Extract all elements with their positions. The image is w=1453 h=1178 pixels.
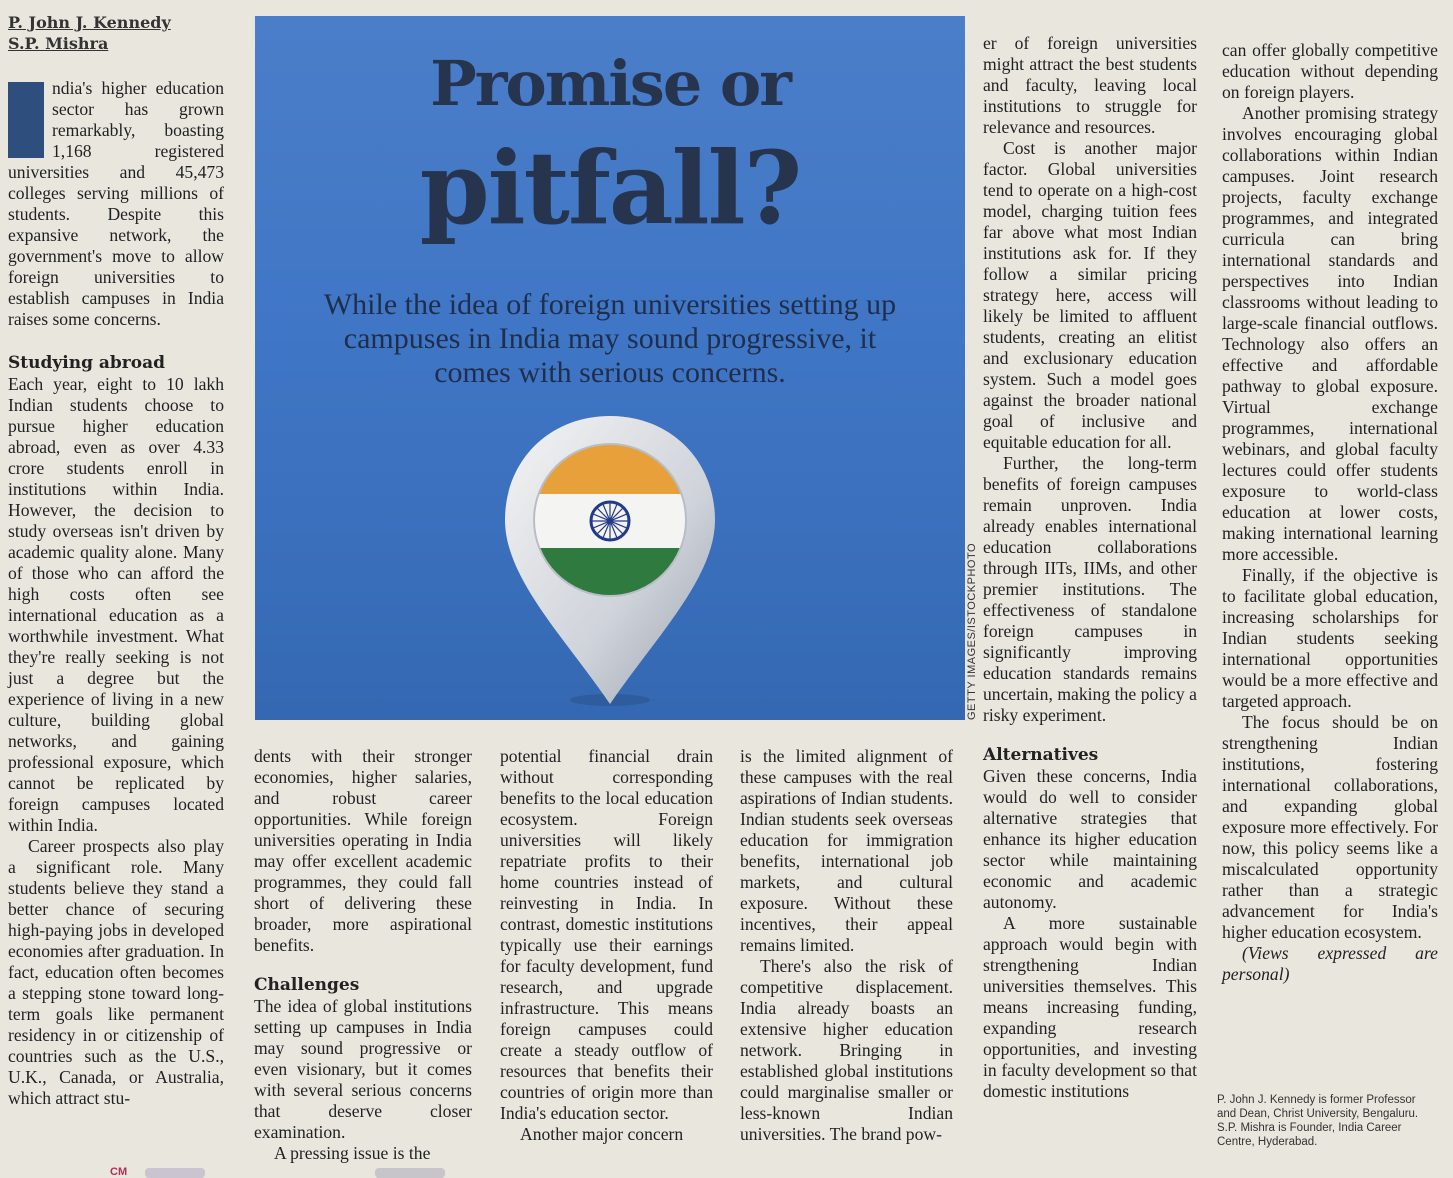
article-column-4 xyxy=(740,746,953,1145)
hero-illustration xyxy=(255,16,965,720)
color-registration-strip xyxy=(145,1168,205,1178)
col2-paragraph-2: The idea of global institutions setting up campuses in India may sound progressive or even visionary, but it comes with several serious concerns that deserve closer examination. xyxy=(254,996,472,1142)
col5-paragraph-1: er of foreign universities might attract the best students and faculty, leaving local institutions to struggle for relevance and resources. xyxy=(983,33,1197,137)
col5-paragraph-5: A more sustainable approach would begin with strengthening Indian universities themselves. This means increasing funding, expanding research opportunities, and investing in faculty development so that domestic institutions xyxy=(983,913,1197,1101)
standfirst: While the idea of foreign universities setting up campuses in India may sound progressive, it comes with serious concerns. xyxy=(323,288,897,389)
col2-paragraph-1: dents with their stronger economies, higher salaries, and robust career opportunities. While foreign universities operating in India may offer excellent academic programmes, they could fall short of delivering these broader, more aspirational benefits. xyxy=(254,746,472,955)
photo-credit-text: GETTY IMAGES/ISTOCKPHOTO xyxy=(966,542,978,720)
col6-paragraph-1: can offer globally competitive education without depending on foreign players. xyxy=(1222,40,1438,102)
article-column-1 xyxy=(8,12,224,1109)
col6-paragraph-2: Another promising strategy involves encouraging global collaborations within Indian campuses. Joint research projects, faculty exchange programmes, and integrated curricula can bring international standards and perspectives into Indian classrooms without leading to large-scale financial outflows. Technology also offers an effective and affordable pathway to global exposure. Virtual exchange programmes, international webinars, and global faculty lectures could offer students exposure to world-class education at lower costs, making international learning more accessible. xyxy=(1222,103,1438,564)
article-column-3 xyxy=(500,746,713,1145)
article-column-5 xyxy=(983,33,1197,1102)
col6-paragraph-3: Finally, if the objective is to facilitate global education, increasing scholarships for Indian students seeking international opportunities would be a more effective and targeted approach. xyxy=(1222,565,1438,711)
col5-paragraph-3: Further, the long-term benefits of foreign campuses remain unproven. India already enables international education collaborations through IITs, IIMs, and other premier institutions. The effectiveness of standalone foreign campuses in significantly improving education standards remains uncertain, making the policy a risky experiment. xyxy=(983,453,1197,725)
views-disclaimer: (Views expressed are personal) xyxy=(1222,943,1438,984)
photo-credit xyxy=(950,542,978,720)
subhead-studying-abroad: Studying abroad xyxy=(8,353,165,373)
col5-paragraph-2: Cost is another major factor. Global universities tend to operate on a high-cost model, charging tuition fees far above what most Indian institutions ask for. If they follow a similar pricing strategy here, access will likely be limited to affluent students, creating an elitist and exclusionary education system. Such a model goes against the broader national goal of inclusive and equitable education for all. xyxy=(983,138,1197,452)
article-column-2 xyxy=(254,746,472,1164)
col3-paragraph-1: potential financial drain without corresponding benefits to the local education ecosystem. Foreign universities will likely repatriate profits to their home countries instead of reinvesting in India. In contrast, domestic institutions typically use their earnings for faculty development, fund research, and upgrade infrastructure. This means foreign campuses could create a steady outflow of resources that benefits their countries of origin more than India's education sector. xyxy=(500,746,713,1123)
byline-author-1: P. John J. Kennedy xyxy=(8,13,171,32)
author-note-line-1: P. John J. Kennedy is former Professor and Dean, Christ University, Bengaluru. xyxy=(1217,1094,1419,1120)
print-edge-mark: CM xyxy=(110,1166,128,1178)
intro-text: ndia's higher education sector has grown remarkably, boasting 1,168 registered universities and 45,473 colleges serving millions of students. Despite this expansive network, the government's move to allow foreign universities to establish campuses in India raises some concerns. xyxy=(8,78,224,329)
subhead-alternatives: Alternatives xyxy=(983,745,1099,765)
color-registration-strip xyxy=(375,1168,445,1178)
col5-paragraph-4: Given these concerns, India would do well to consider alternative strategies that enhance its higher education sector while maintaining economic and academic autonomy. xyxy=(983,766,1197,912)
author-note-line-2: S.P. Mishra is Founder, India Career Centre, Hyderabad. xyxy=(1217,1122,1402,1148)
col2-paragraph-3: A pressing issue is the xyxy=(274,1143,431,1163)
col4-paragraph-1: is the limited alignment of these campuses with the real aspirations of Indian students. Indian students seek overseas education for immigration benefits, international job markets, and cultural exposure. Without these incentives, their appeal remains limited. xyxy=(740,746,953,955)
ashoka-chakra-icon xyxy=(591,502,629,540)
byline-author-2: S.P. Mishra xyxy=(8,34,109,53)
col6-paragraph-4: The focus should be on strengthening Indian institutions, fostering international collaborations, and expanding global exposure more effectively. For now, this policy seems like a miscalculated opportunity rather than a strategic advancement for India's higher education ecosystem. xyxy=(1222,712,1438,942)
author-note xyxy=(1217,1093,1427,1149)
article-column-6 xyxy=(1222,40,1438,985)
col4-paragraph-2: There's also the risk of competitive displacement. India already boasts an extensive higher education network. Bringing in established global institutions could marginalise smaller or less-known Indian universities. The brand pow- xyxy=(740,956,953,1144)
intro-paragraph xyxy=(8,78,224,330)
headline-line-2: pitfall? xyxy=(419,129,801,247)
india-flag-location-pin-icon xyxy=(495,408,725,708)
col1-paragraph-2: Career prospects also play a significant role. Many students believe they stand a better chance of securing high-paying jobs in developed economies after graduation. In fact, education often becomes a stepping stone toward long-term goals like permanent residency in or citizenship of countries such as the U.S., U.K., Canada, or Australia, which attract stu- xyxy=(8,836,224,1108)
drop-cap-letter-i xyxy=(8,82,44,158)
col3-paragraph-2: Another major concern xyxy=(520,1124,684,1144)
subhead-challenges: Challenges xyxy=(254,975,360,995)
col1-paragraph-1: Each year, eight to 10 lakh Indian students choose to pursue higher education abroad, even as over 4.33 crore students enroll in institutions within India. However, the decision to study overseas isn't driven by academic quality alone. Many of those who can afford the high costs often see international education as a worthwhile investment. What they're really seeking is not just a degree but the experience of living in a new culture, building global networks, and gaining professional exposure, which cannot be replicated by foreign campuses located within India. xyxy=(8,374,224,835)
headline-line-1: Promise or xyxy=(430,47,790,120)
